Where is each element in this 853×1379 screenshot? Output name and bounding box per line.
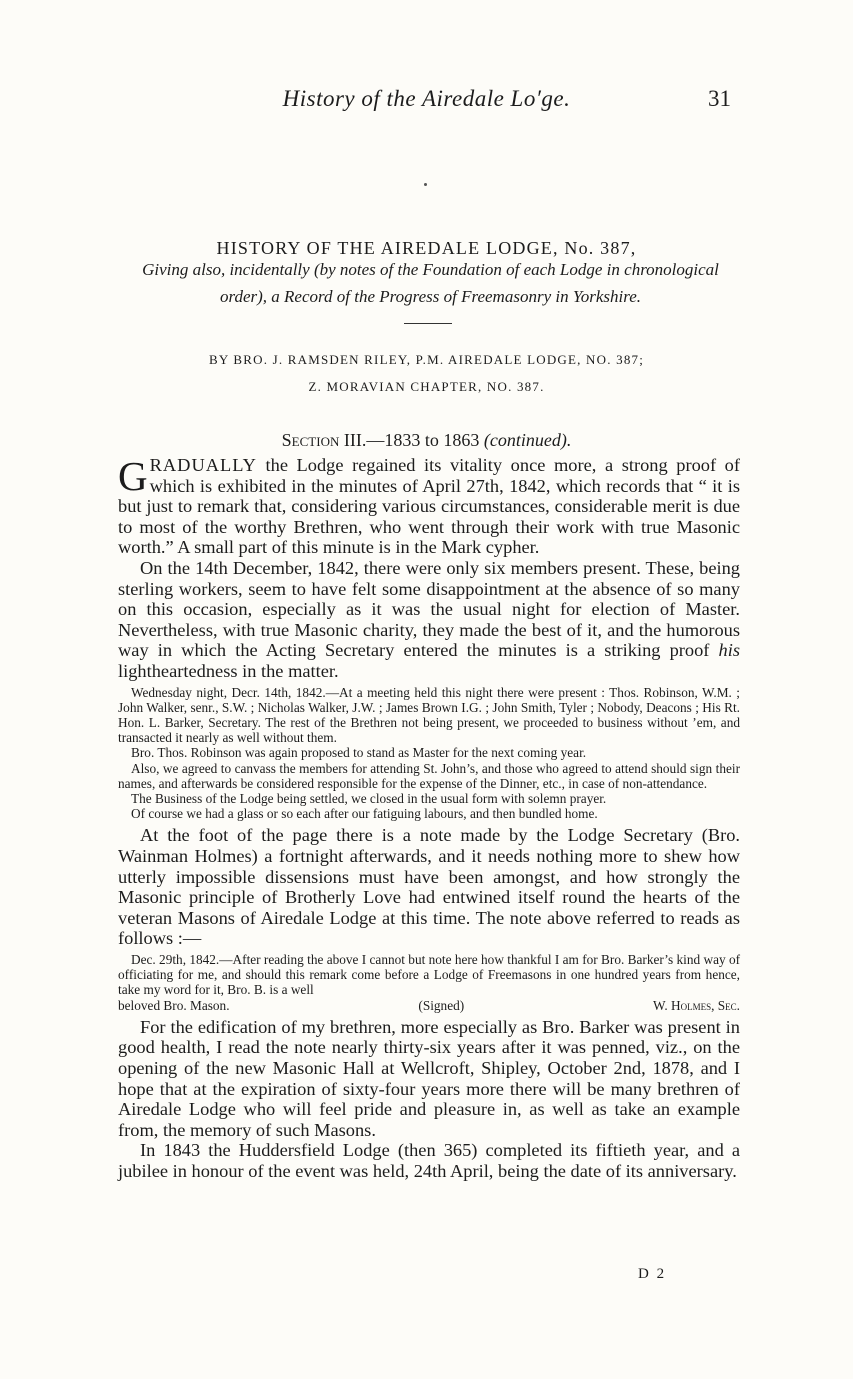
running-title: History of the Airedale Lo′ge.	[282, 86, 571, 111]
note-last-line: beloved Bro. Mason.	[118, 997, 230, 1013]
article-subtitle: Giving also, incidentally (by notes of the Foundation of each Lodge in chronological order), a Record of the Progress of Freemasonry in Yorkshire.	[142, 260, 719, 306]
author-block	[0, 346, 853, 400]
page-number: 31	[708, 86, 731, 111]
quote-line-4: The Business of the Lodge being settled, we closed in the usual form with solemn prayer.	[131, 790, 607, 806]
running-head	[0, 86, 853, 116]
paragraph-1-text: the Lodge regained its vitality once more, a strong proof of which is exhibited in the minutes of April 27th, 1842, which records that “ it is but just to remark that, considering various circumstances, considerable merit is due to most of the worthy Brethren, who went through their work with true Masonic worth.” A small part of this minute is in the Mark cypher.	[118, 455, 740, 558]
paragraph-4: For the edification of my brethren, more especially as Bro. Barker was present in good health, I read the note nearly thirty-six years after it was penned, viz., on the opening of the new Masonic Hall at Wellcroft, Shipley, October 2nd, 1878, and I hope that at the expiration of sixty-four years more there will be many brethren of Airedale Lodge who will feel pride and pleasure in, as well as take an example from, the memory of such Masons.	[118, 1016, 740, 1140]
section-label: Section III.	[281, 430, 367, 450]
quote-line-3: Also, we agreed to canvass the members for attending St. John’s, and those who agreed to attend should sign their names, and afterwards be considered responsible for the expense of the Dinner, etc., in case of non-attendance.	[118, 760, 740, 791]
section-note: (continued).	[483, 430, 572, 450]
paragraph-3: At the foot of the page there is a note made by the Lodge Secretary (Bro. Wainman Holmes) a fortnight afterwards, and it needs nothing more to shew how utterly impossible dissensions must have been amongst, and how strongly the Masonic principle of Brotherly Love had entwined itself round the hearts of the veteran Masons of Airedale Lodge at this time. The note above referred to reads as follows :—	[118, 825, 740, 949]
drop-cap: G	[118, 453, 148, 499]
divider-rule	[404, 323, 452, 324]
signature-mark: D 2	[638, 1266, 667, 1282]
article-title: HISTORY OF THE AIREDALE LODGE, No. 387,	[216, 238, 637, 258]
quote-line-1: Wednesday night, Decr. 14th, 1842.—At a meeting held this night there were present : Thos. Robinson, W.M. ; John Walker, senr., S.W. ; Nicholas Walker, J.W. ; James Brown I.G. ; John Smith, Tyler ; Nobody, Deacons ; His Rt. Hon. L. Barker, Secretary. The rest of the Brethren not being present, we proceeded to business without ’em, and transacted it nearly as well without them.	[118, 684, 740, 746]
paragraph-2-emphasis: his	[718, 640, 740, 661]
note-signatory: W. Holmes, Sec.	[653, 997, 740, 1013]
ornament-dot	[424, 183, 427, 186]
section-heading	[0, 430, 853, 451]
first-word: RADUALLY	[149, 455, 257, 475]
note-signature-line	[118, 998, 740, 1013]
note-text: Dec. 29th, 1842.—After reading the above I cannot but note here how thankful I am for Bro. Barker’s kind way of officiating for me, and should this remark come before a Lodge of Freemasons in one hundred years from hence, take my word for it, Bro. B. is a well	[118, 951, 741, 998]
quote-line-2: Bro. Thos. Robinson was again proposed to stand as Master for the next coming year.	[131, 745, 587, 761]
note-signed: (Signed)	[418, 997, 465, 1013]
paragraph-2-text-b: lightheartedness in the matter.	[118, 660, 339, 681]
author-line-1: BY BRO. J. RAMSDEN RILEY, P.M. AIREDALE LODGE, NO. 387;	[208, 352, 645, 367]
paragraph-1	[118, 455, 740, 558]
minutes-quote	[118, 685, 740, 822]
secretary-note	[118, 952, 740, 1013]
paragraph-2-text-a: On the 14th December, 1842, there were only six members present. These, being sterling workers, seem to have felt some disappointment at the absence of so many on this occasion, especially as it was the usual night for election of Master. Nevertheless, with true Masonic charity, they made the best of it, and the humorous way in which the Acting Secretary entered the minutes is a striking proof	[118, 557, 740, 661]
paragraph-5: In 1843 the Huddersfield Lodge (then 365) completed its fiftieth year, and a jubilee in honour of the event was held, 24th April, being the date of its anniversary.	[118, 1140, 740, 1181]
quote-line-5: Of course we had a glass or so each after our fatiguing labours, and then bundled home.	[131, 806, 598, 822]
section-range: —1833 to 1863	[366, 430, 480, 450]
author-line-2: Z. MORAVIAN CHAPTER, NO. 387.	[308, 379, 545, 394]
paragraph-2	[118, 558, 740, 682]
article-body	[118, 455, 740, 1181]
